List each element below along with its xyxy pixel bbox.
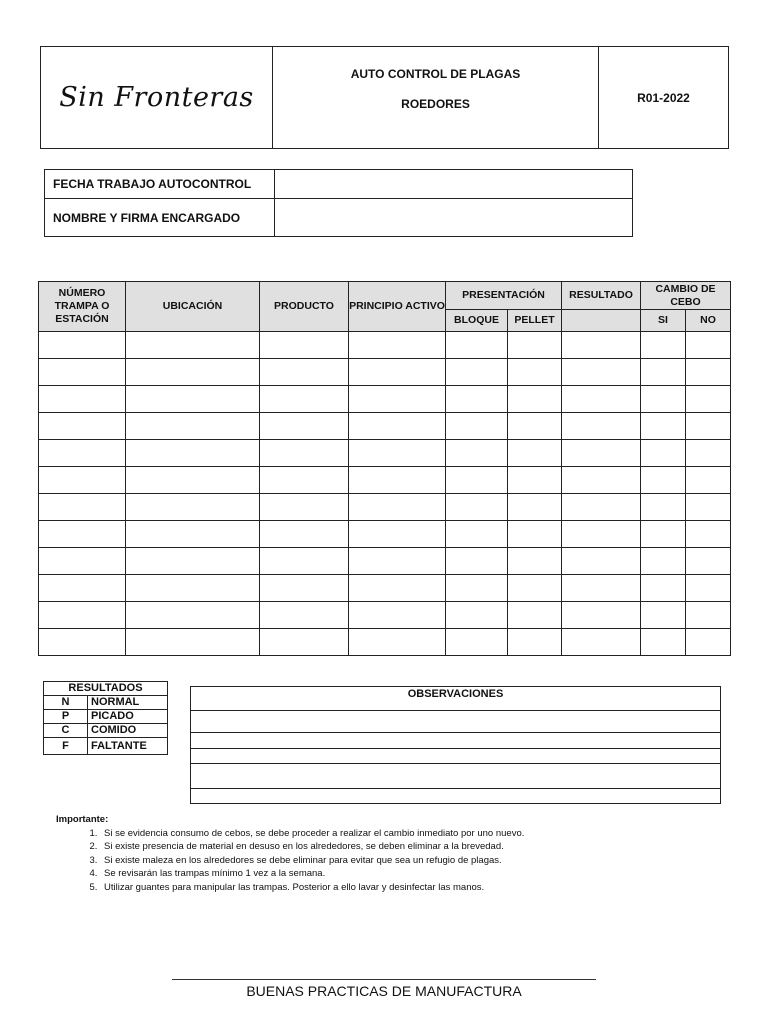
info-label-fecha: FECHA TRABAJO AUTOCONTROL [45,170,275,199]
observations-title: OBSERVACIONES [191,687,721,711]
table-cell[interactable] [686,629,731,656]
table-cell[interactable] [260,521,349,548]
table-cell[interactable] [562,413,641,440]
table-cell[interactable] [446,386,508,413]
table-cell[interactable] [562,602,641,629]
table-cell[interactable] [260,548,349,575]
table-cell[interactable] [508,413,562,440]
table-cell[interactable] [349,629,446,656]
table-cell[interactable] [349,548,446,575]
footer-divider [172,979,596,980]
table-row [39,494,731,521]
table-cell[interactable] [508,440,562,467]
table-cell[interactable] [39,521,126,548]
table-cell[interactable] [686,521,731,548]
header-ubicacion: UBICACIÓN [126,282,260,332]
observation-line[interactable] [191,789,721,804]
table-cell[interactable] [562,467,641,494]
header-pellet: PELLET [508,310,562,332]
table-cell[interactable] [349,467,446,494]
table-cell[interactable] [686,386,731,413]
header-principio-activo: PRINCIPIO ACTIVO [349,282,446,332]
table-cell[interactable] [126,629,260,656]
table-cell[interactable] [126,332,260,359]
table-cell[interactable] [641,332,686,359]
legend-label: FALTANTE [88,738,168,755]
header-title-block [273,47,599,148]
table-cell[interactable] [508,359,562,386]
logo-text: Sin Fronteras [59,82,254,113]
table-cell[interactable] [39,440,126,467]
table-cell[interactable] [641,413,686,440]
table-cell[interactable] [349,359,446,386]
table-row [39,602,731,629]
info-label-nombre: NOMBRE Y FIRMA ENCARGADO [45,199,275,236]
table-cell[interactable] [641,575,686,602]
table-cell[interactable] [126,575,260,602]
document-subtitle: ROEDORES [401,97,470,111]
info-table [44,169,633,237]
table-row [39,629,731,656]
table-row [39,521,731,548]
table-cell[interactable] [349,440,446,467]
table-cell[interactable] [39,548,126,575]
table-cell[interactable] [562,332,641,359]
table-cell[interactable] [686,548,731,575]
table-cell[interactable] [641,521,686,548]
table-cell[interactable] [686,575,731,602]
document-header [40,46,729,149]
table-cell[interactable] [446,467,508,494]
table-cell[interactable] [508,629,562,656]
table-cell[interactable] [260,494,349,521]
table-cell[interactable] [508,575,562,602]
table-cell[interactable] [126,440,260,467]
table-cell[interactable] [260,332,349,359]
table-cell[interactable] [446,629,508,656]
notes-title: Importante: [56,814,109,825]
table-cell[interactable] [562,359,641,386]
table-cell[interactable] [508,602,562,629]
company-logo [41,47,273,148]
header-cambio-cebo: CAMBIO DE CEBO [641,282,731,310]
table-cell[interactable] [686,602,731,629]
table-row [39,359,731,386]
table-body [39,332,731,656]
table-cell[interactable] [562,386,641,413]
table-cell[interactable] [446,440,508,467]
legend-code: F [44,738,88,755]
table-cell[interactable] [641,602,686,629]
table-cell[interactable] [562,494,641,521]
header-resultado-blank [562,310,641,332]
document-title: AUTO CONTROL DE PLAGAS [350,67,521,81]
note-item: 1. Si se evidencia consumo de cebos, se debe proceder a realizar el cambio inmediato por uno nuevo. [100,827,524,841]
header-no: NO [686,310,731,332]
table-cell[interactable] [562,548,641,575]
table-cell[interactable] [126,467,260,494]
note-item: 3. Si existe maleza en los alrededores se debe eliminar para evitar que sea un refugio de plagas. [100,854,524,868]
table-cell[interactable] [508,467,562,494]
table-cell[interactable] [126,359,260,386]
table-cell[interactable] [39,629,126,656]
note-item: 5. Utilizar guantes para manipular las trampas. Posterior a ello lavar y desinfectar las manos. [100,881,524,895]
note-item: 2. Si existe presencia de material en desuso en los alrededores, se deben eliminar a la brevedad. [100,840,524,854]
table-cell[interactable] [349,575,446,602]
table-cell[interactable] [686,413,731,440]
info-field-nombre[interactable] [275,199,632,236]
table-cell[interactable] [349,386,446,413]
table-cell[interactable] [446,332,508,359]
table-cell[interactable] [349,494,446,521]
table-cell[interactable] [39,359,126,386]
document-code: R01-2022 [637,90,690,105]
legend-code: C [44,724,88,738]
table-row [39,467,731,494]
table-cell[interactable] [686,467,731,494]
table-cell[interactable] [508,548,562,575]
table-cell[interactable] [260,629,349,656]
table-cell[interactable] [260,575,349,602]
table-cell[interactable] [126,548,260,575]
footer-text: BUENAS PRACTICAS DE MANUFACTURA [246,983,522,999]
table-cell[interactable] [641,359,686,386]
rodent-control-table [38,281,731,656]
table-cell[interactable] [508,521,562,548]
legend-label: NORMAL [88,696,168,710]
table-cell[interactable] [126,413,260,440]
table-cell[interactable] [260,386,349,413]
table-cell[interactable] [641,494,686,521]
table-cell[interactable] [126,494,260,521]
table-row [39,440,731,467]
table-row [39,575,731,602]
table-cell[interactable] [349,521,446,548]
table-cell[interactable] [349,602,446,629]
header-producto: PRODUCTO [260,282,349,332]
table-cell[interactable] [686,494,731,521]
header-presentacion: PRESENTACIÓN [446,282,562,310]
note-item: 4. Se revisarán las trampas mínimo 1 vez a la semana. [100,867,524,881]
table-cell[interactable] [508,386,562,413]
legend-label: PICADO [88,710,168,724]
observation-line[interactable] [191,749,721,764]
header-numero-trampa: NÚMERO TRAMPA O ESTACIÓN [39,282,126,332]
table-cell[interactable] [349,332,446,359]
table-cell[interactable] [446,548,508,575]
table-cell[interactable] [260,467,349,494]
table-cell[interactable] [446,602,508,629]
table-cell[interactable] [508,332,562,359]
table-cell[interactable] [686,359,731,386]
table-cell[interactable] [446,494,508,521]
table-row [39,413,731,440]
observations-table [190,686,721,804]
table-cell[interactable] [562,440,641,467]
table-cell[interactable] [562,629,641,656]
important-notes [56,813,524,894]
results-legend-title: RESULTADOS [44,682,168,696]
notes-list [56,827,524,895]
table-cell[interactable] [39,494,126,521]
legend-code: P [44,710,88,724]
table-cell[interactable] [562,575,641,602]
table-cell[interactable] [126,386,260,413]
table-cell[interactable] [39,467,126,494]
table-cell[interactable] [260,359,349,386]
table-cell[interactable] [126,602,260,629]
observation-line[interactable] [191,764,721,789]
header-resultado: RESULTADO [562,282,641,310]
table-row [39,548,731,575]
table-cell[interactable] [641,467,686,494]
table-cell[interactable] [641,440,686,467]
table-cell[interactable] [260,602,349,629]
table-cell[interactable] [641,548,686,575]
header-si: SI [641,310,686,332]
table-cell[interactable] [686,440,731,467]
table-cell[interactable] [39,386,126,413]
legend-code: N [44,696,88,710]
table-cell[interactable] [39,332,126,359]
table-cell[interactable] [562,521,641,548]
observation-line[interactable] [191,711,721,733]
table-cell[interactable] [349,413,446,440]
table-cell[interactable] [39,575,126,602]
table-row [39,332,731,359]
table-cell[interactable] [39,413,126,440]
table-cell[interactable] [260,440,349,467]
table-cell[interactable] [39,602,126,629]
table-cell[interactable] [126,521,260,548]
legend-label: COMIDO [88,724,168,738]
table-row [39,386,731,413]
table-cell[interactable] [446,413,508,440]
table-cell[interactable] [260,413,349,440]
table-cell[interactable] [508,494,562,521]
table-cell[interactable] [446,521,508,548]
table-cell[interactable] [641,386,686,413]
observation-line[interactable] [191,733,721,749]
table-cell[interactable] [446,359,508,386]
header-bloque: BLOQUE [446,310,508,332]
table-cell[interactable] [641,629,686,656]
table-cell[interactable] [686,332,731,359]
results-legend [43,681,168,755]
info-field-fecha[interactable] [275,170,632,199]
table-cell[interactable] [446,575,508,602]
